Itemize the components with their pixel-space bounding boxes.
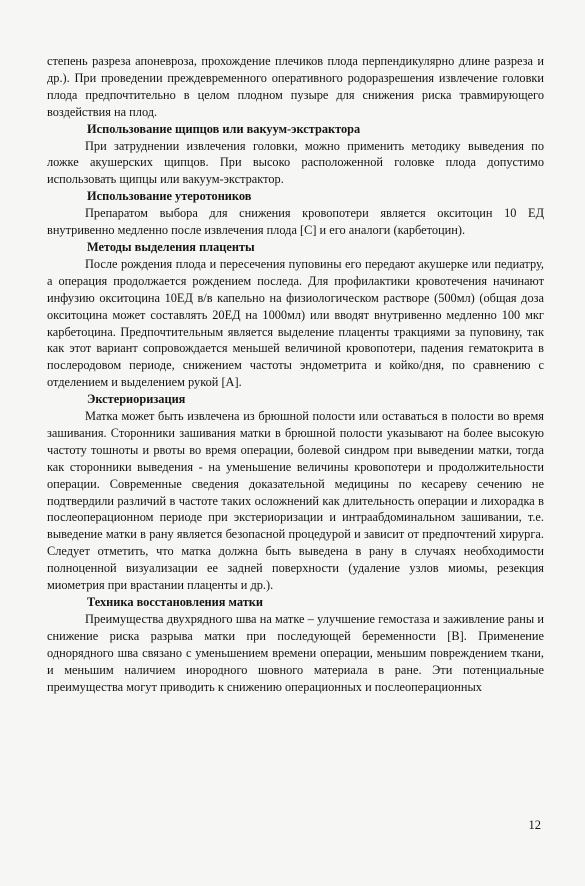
paragraph-placenta-removal: После рождения плода и пересечения пуповины его передают акушерке или педиатру, а операция продолжается рождением последа. Для профилактики кровотечения начинают инфузию окситоцина 10ЕД в/в капельно на физиологическом растворе (500мл) (общая доза окситоцина может составлять 20ЕД на 1000мл) или вводят внутривенно медленно 100 мкг карбетоцина. Предпочтительным является выделение плаценты тракциями за пуповину, так как этот вариант сопровождается меньшей величиной кровопотери, падения гематокрита в послеродовом периоде, снижением частоты эндометрита и койко/дня, по сравнению с отделением и выделением рукой [А].	[47, 256, 544, 390]
paragraph-exteriorization: Матка может быть извлечена из брюшной полости или оставаться в полости во время зашивания. Сторонники зашивания матки в брюшной полости указывают на более высокую частоту тошноты и рвоты во время операции, болевой синдром при выведении матки, тогда как сторонники выведения - на уменьшение величины кровопотери и продолжительности операции. Современные сведения доказательной медицины по кесареву сечению не подтвердили различий в частоте таких осложнений как длительность операции и лихорадка в послеоперационном периоде при экстериоризации и интраабдоминальном зашивании, т.е. выведение матки в рану является безопасной процедурой и зависит от предпочтений хирурга. Следует отметить, что матка должна быть выведена в рану в случаях необходимости полноценной визуализации ее задней поверхности (удаление узлов миомы, резекция миометрия при врастании плаценты и др.).	[47, 409, 544, 593]
heading-forceps: Использование щипцов или вакуум-экстрактора	[87, 121, 361, 136]
page-number: 12	[528, 818, 541, 832]
paragraph-incision: степень разреза апоневроза, прохождение плечиков плода перпендикулярно длине разреза и др.). При проведении преждевременного оперативного родоразрешения извлечение головки плода предпочтительно в целом плодном пузыре для снижения риска травмирующего воздействия на плод.	[47, 54, 544, 119]
heading-uterotonics: Использование утеротоников	[87, 189, 252, 204]
heading-exteriorization: Экстериоризация	[87, 392, 186, 407]
paragraph-uterine-repair: Преимущества двухрядного шва на матке – улучшение гемостаза и заживление раны и снижение риска разрыва матки при последующей беременности [В]. Применение однорядного шва связано с уменьшением времени операции, меньшим повреждением ткани, и меньшим наличием инородного шовного материала в ране. Эти потенциальные преимущества могут приводить к снижению операционных и послеоперационных	[47, 611, 544, 694]
paragraph-forceps: При затруднении извлечения головки, можно применить методику выведения по ложке акушерских щипцов. При высоко расположенной головке плода допустимо использовать щипцы или вакуум-экстрактор.	[47, 138, 544, 187]
paragraph-uterotonics: Препаратом выбора для снижения кровопотери является окситоцин 10 ЕД внутривенно медленно после извлечения плода [С] и его аналоги (карбетоцин).	[47, 206, 544, 238]
heading-placenta-removal: Методы выделения плаценты	[87, 239, 255, 254]
heading-uterine-repair: Техника восстановления матки	[87, 595, 264, 609]
